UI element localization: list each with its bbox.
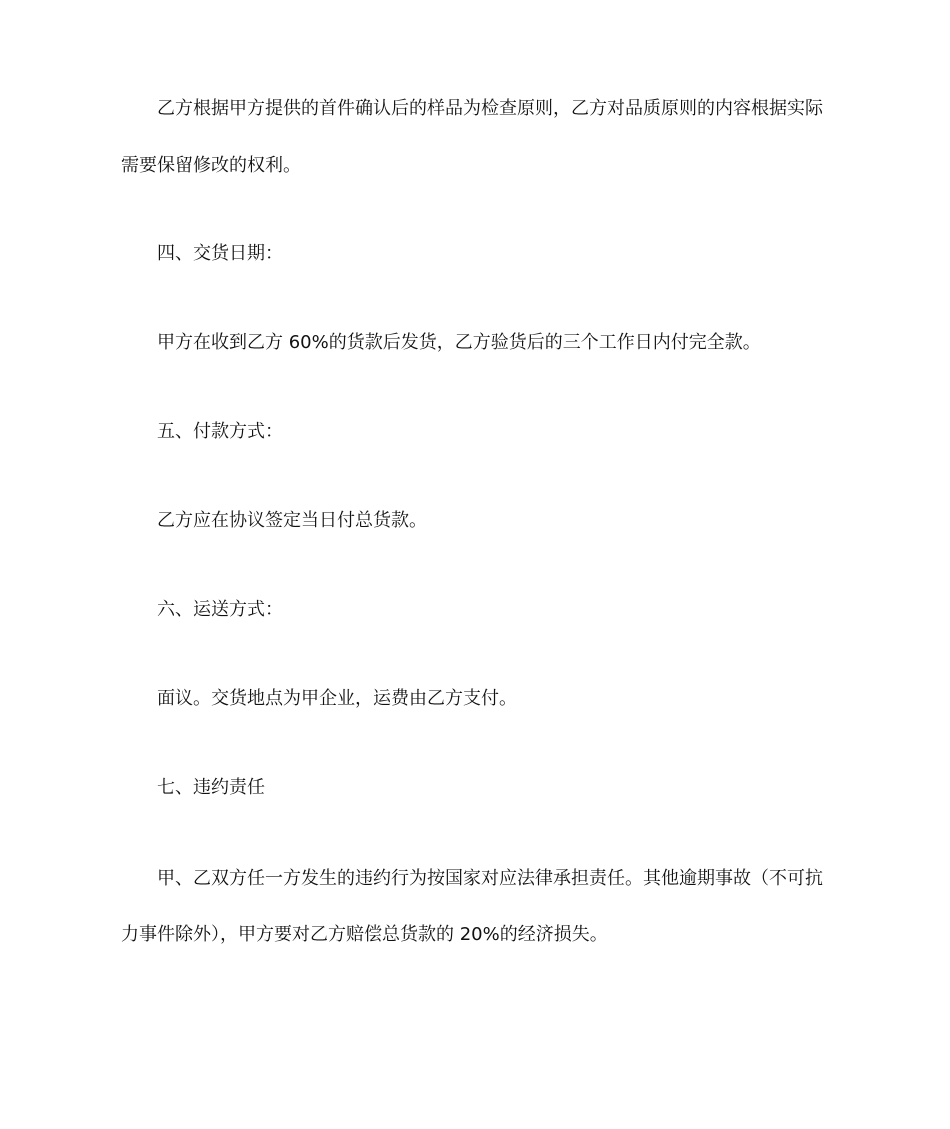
paragraph-quality-principle-line-2: 需要保留修改的权利。 — [121, 155, 301, 176]
section-heading-delivery-date: 四、交货日期： — [157, 243, 283, 264]
section-heading-breach-liability: 七、违约责任 — [157, 777, 265, 798]
paragraph-breach-terms-line-1: 甲、乙双方任一方发生的违约行为按国家对应法律承担责任。其他逾期事故（不可抗 — [157, 868, 823, 889]
paragraph-payment-terms: 乙方应在协议签定当日付总货款。 — [157, 510, 427, 531]
paragraph-delivery-terms: 甲方在收到乙方 60%的货款后发货，乙方验货后的三个工作日内付完全款。 — [157, 332, 761, 353]
section-heading-shipping-method: 六、运送方式： — [157, 599, 283, 620]
paragraph-shipping-terms: 面议。交货地点为甲企业，运费由乙方支付。 — [157, 688, 517, 709]
section-heading-payment-method: 五、付款方式： — [157, 421, 283, 442]
paragraph-quality-principle-line-1: 乙方根据甲方提供的首件确认后的样品为检查原则，乙方对品质原则的内容根据实际 — [157, 98, 823, 119]
paragraph-breach-terms-line-2: 力事件除外），甲方要对乙方赔偿总货款的 20%的经济损失。 — [121, 924, 608, 945]
